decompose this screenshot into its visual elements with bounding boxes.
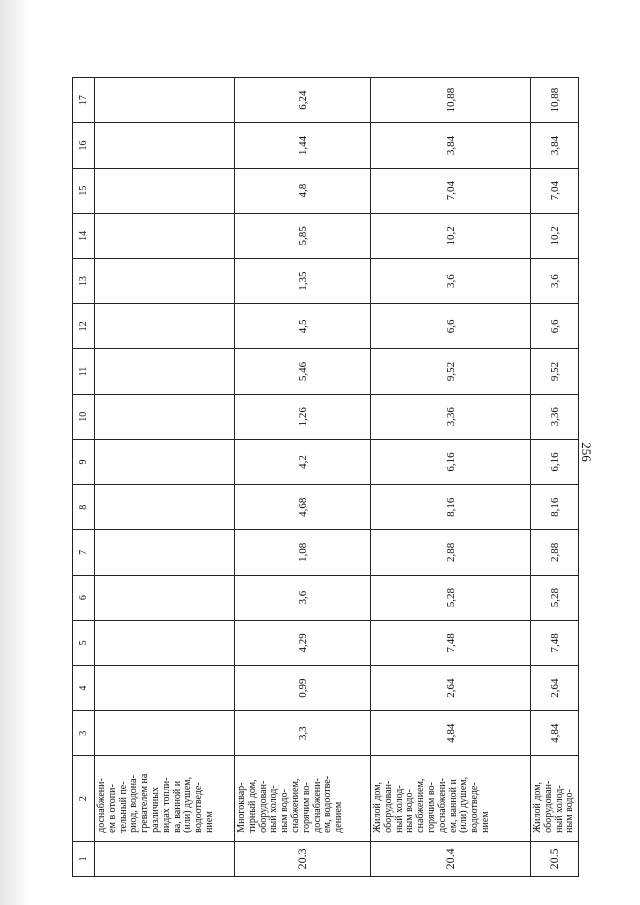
header-cell: 4 [73,665,95,710]
row-code: 20.3 [235,841,371,876]
value-cell: 1,44 [235,123,371,168]
value-cell: 4,5 [235,304,371,349]
value-cell [95,349,235,394]
row-name: Жилой дом, оборудован- ный холод- ным водо- снабжением, горячим во- доснабжени- ем, ванной и (или) душем, водоотведе- нием [371,756,531,841]
scan-left-edge-shadow [0,0,30,905]
value-cell: 4,84 [531,711,579,756]
header-cell: 9 [73,439,95,484]
value-cell: 7,04 [531,168,579,213]
value-cell: 3,36 [531,394,579,439]
value-cell: 0,99 [235,665,371,710]
row-code: 20.4 [371,841,531,876]
value-cell [95,213,235,258]
header-cell: 1 [73,841,95,876]
value-cell: 7,48 [371,620,531,665]
value-cell: 2,64 [531,665,579,710]
value-cell: 2,88 [531,530,579,575]
value-cell: 9,52 [531,349,579,394]
value-cell: 4,8 [235,168,371,213]
value-cell: 8,16 [371,485,531,530]
row-code [95,841,235,876]
value-cell: 6,6 [371,304,531,349]
value-cell: 6,16 [531,439,579,484]
value-cell [95,485,235,530]
value-cell: 2,88 [371,530,531,575]
value-cell [95,78,235,123]
value-cell [95,575,235,620]
row-name: Многоквар- тирный дом, оборудован- ный холод- ным водо- снабжением, горячим во- доснабжени- ем, водоотве- дением [235,756,371,841]
header-cell: 13 [73,259,95,304]
header-row [73,78,95,877]
value-cell: 5,28 [371,575,531,620]
header-cell: 15 [73,168,95,213]
value-cell: 10,88 [531,78,579,123]
value-cell: 4,29 [235,620,371,665]
value-cell: 4,68 [235,485,371,530]
table-row [95,78,235,877]
header-cell: 11 [73,349,95,394]
value-cell [95,304,235,349]
value-cell: 10,2 [371,213,531,258]
value-cell: 7,48 [531,620,579,665]
value-cell: 3,6 [235,575,371,620]
value-cell [95,259,235,304]
value-cell: 1,35 [235,259,371,304]
tariff-table [72,77,579,877]
value-cell [95,530,235,575]
value-cell: 6,6 [531,304,579,349]
row-code: 20.5 [531,841,579,876]
value-cell: 4,2 [235,439,371,484]
value-cell: 1,08 [235,530,371,575]
value-cell: 7,04 [371,168,531,213]
value-cell: 10,88 [371,78,531,123]
value-cell: 3,6 [371,259,531,304]
header-cell: 16 [73,123,95,168]
table-row [371,78,531,877]
rotated-table-wrapper [72,77,576,877]
value-cell [95,620,235,665]
header-cell: 5 [73,620,95,665]
table-row [235,78,371,877]
value-cell: 3,6 [531,259,579,304]
header-cell: 10 [73,394,95,439]
row-name: Жилой дом, оборудован- ный холод- ным водо- [531,756,579,841]
value-cell [95,394,235,439]
header-cell: 7 [73,530,95,575]
header-cell: 3 [73,711,95,756]
value-cell [95,665,235,710]
header-cell: 12 [73,304,95,349]
value-cell [95,439,235,484]
header-cell: 2 [73,756,95,841]
value-cell: 4,84 [371,711,531,756]
value-cell: 5,28 [531,575,579,620]
header-cell: 6 [73,575,95,620]
value-cell: 3,3 [235,711,371,756]
value-cell [95,711,235,756]
header-cell: 8 [73,485,95,530]
value-cell: 8,16 [531,485,579,530]
value-cell: 1,26 [235,394,371,439]
value-cell: 6,16 [371,439,531,484]
row-name: доснабжени- ем в отопи- тельный пе- риод, водона- гревателем на различных видах топли- ва, ванной и (или) душем, водоотведе- нием [95,756,235,841]
table-row [531,78,579,877]
value-cell [95,123,235,168]
value-cell: 10,2 [531,213,579,258]
value-cell: 3,84 [371,123,531,168]
page-number: 256 [579,442,594,462]
value-cell: 5,46 [235,349,371,394]
header-cell: 17 [73,78,95,123]
value-cell: 6,24 [235,78,371,123]
value-cell: 3,84 [531,123,579,168]
value-cell: 5,85 [235,213,371,258]
value-cell: 9,52 [371,349,531,394]
value-cell: 3,36 [371,394,531,439]
value-cell [95,168,235,213]
value-cell: 2,64 [371,665,531,710]
header-cell: 14 [73,213,95,258]
